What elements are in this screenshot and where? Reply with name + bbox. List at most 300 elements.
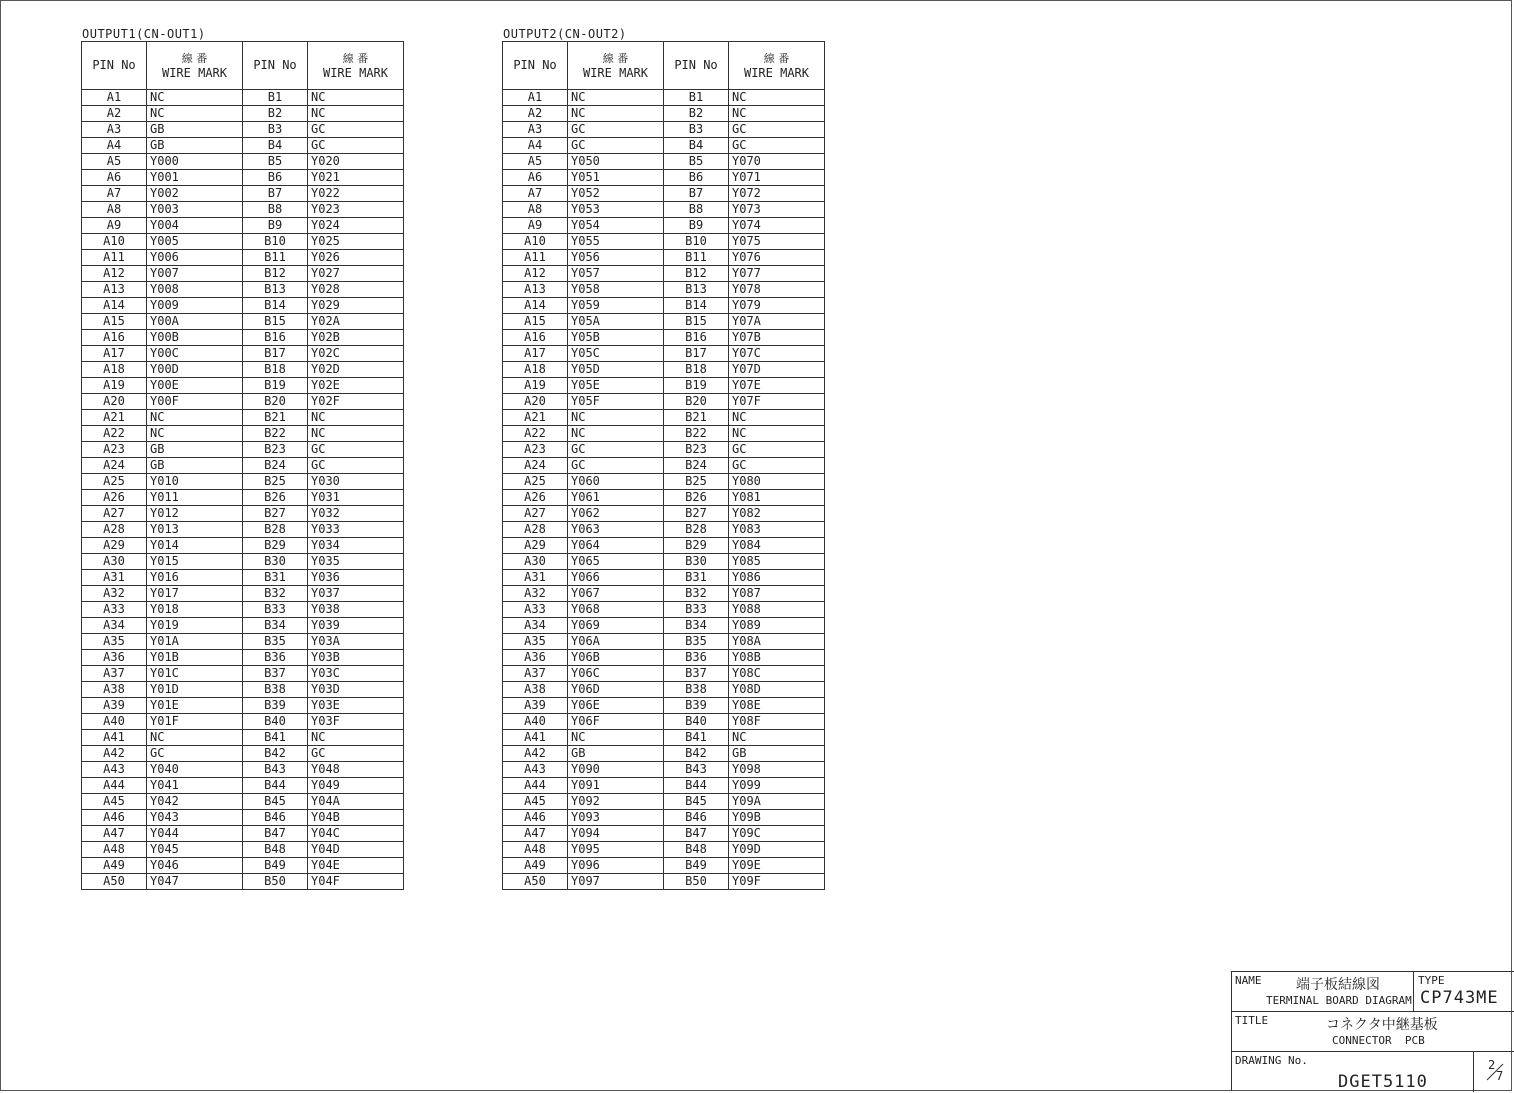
wire-mark-cell: Y024 [308,218,404,234]
table-row [82,314,404,330]
table-row [82,522,404,538]
wire-mark-cell: GB [147,122,243,138]
wire-mark-cell: Y067 [568,586,664,602]
wire-mark-cell: Y079 [729,298,825,314]
wire-mark-cell: Y059 [568,298,664,314]
wire-mark-cell: Y011 [147,490,243,506]
pin-cell: A11 [503,250,568,266]
pin-cell: A42 [503,746,568,762]
table-row [503,154,825,170]
wire-mark-cell: Y037 [308,586,404,602]
wire-mark-cell: GC [308,138,404,154]
pin-cell: B44 [243,778,308,794]
pin-cell: A21 [82,410,147,426]
wire-mark-cell: Y070 [729,154,825,170]
pin-cell: A31 [82,570,147,586]
title-cell [1232,1012,1514,1052]
wire-mark-cell: Y022 [308,186,404,202]
pin-cell: B33 [664,602,729,618]
table-row [82,698,404,714]
wire-mark-cell: Y002 [147,186,243,202]
pin-cell: A39 [503,698,568,714]
wire-mark-cell: Y04A [308,794,404,810]
pin-cell: B48 [243,842,308,858]
wire-mark-cell: Y043 [147,810,243,826]
drawing-cell [1232,1052,1474,1092]
wire-mark-cell: Y035 [308,554,404,570]
pin-cell: B15 [243,314,308,330]
pin-no-header: PIN No [82,42,147,90]
wire-mark-cell: Y03E [308,698,404,714]
pin-cell: A23 [82,442,147,458]
pin-cell: B22 [664,426,729,442]
wire-mark-cell: Y006 [147,250,243,266]
pin-cell: B17 [664,346,729,362]
pin-cell: A5 [503,154,568,170]
wire-mark-cell: Y08A [729,634,825,650]
table-row [503,122,825,138]
wire-mark-cell: NC [729,410,825,426]
pin-cell: A47 [82,826,147,842]
pin-cell: A36 [82,650,147,666]
wire-mark-cell: Y07B [729,330,825,346]
pin-cell: B18 [664,362,729,378]
pin-cell: B29 [243,538,308,554]
pin-cell: B15 [664,314,729,330]
pin-cell: B22 [243,426,308,442]
table-row [503,458,825,474]
pin-cell: A29 [503,538,568,554]
pin-cell: B21 [664,410,729,426]
pin-cell: B8 [243,202,308,218]
table-row [503,682,825,698]
pin-cell: B10 [243,234,308,250]
wire-mark-cell: NC [308,106,404,122]
wire-mark-cell: NC [147,90,243,106]
pin-cell: A15 [503,314,568,330]
name-label: NAME [1235,974,1262,987]
pin-cell: B12 [243,266,308,282]
wire-mark-cell: Y003 [147,202,243,218]
table-row [503,618,825,634]
wire-mark-cell: Y054 [568,218,664,234]
table-row [503,442,825,458]
wire-mark-cell: Y041 [147,778,243,794]
wire-mark-cell: Y062 [568,506,664,522]
table-row [82,138,404,154]
wire-mark-header [147,42,243,90]
wire-mark-cell: NC [729,106,825,122]
wire-mark-cell: Y042 [147,794,243,810]
wire-mark-cell: Y082 [729,506,825,522]
table-row [82,730,404,746]
table-row [82,650,404,666]
pin-no-header: PIN No [664,42,729,90]
wire-mark-cell: Y09F [729,874,825,890]
wire-mark-cell: Y061 [568,490,664,506]
pin-cell: A17 [82,346,147,362]
pin-cell: A21 [503,410,568,426]
pin-cell: B36 [243,650,308,666]
pin-cell: B11 [243,250,308,266]
table-row [503,314,825,330]
wire-mark-cell: Y07A [729,314,825,330]
wire-mark-cell: Y02A [308,314,404,330]
pin-cell: A46 [82,810,147,826]
table-row [503,170,825,186]
table-row [82,842,404,858]
wire-mark-cell: Y08D [729,682,825,698]
table-row [503,202,825,218]
pin-cell: A19 [503,378,568,394]
wire-mark-cell: Y078 [729,282,825,298]
wire-mark-cell: Y06B [568,650,664,666]
table-row [503,586,825,602]
table-row [82,298,404,314]
pin-cell: A40 [503,714,568,730]
wire-mark-cell: Y07E [729,378,825,394]
pin-cell: A48 [82,842,147,858]
table-row [503,874,825,890]
pin-cell: A46 [503,810,568,826]
table-row [503,346,825,362]
pin-cell: B25 [664,474,729,490]
pin-cell: A26 [82,490,147,506]
wire-mark-cell: Y065 [568,554,664,570]
pin-cell: B40 [664,714,729,730]
pin-cell: A13 [82,282,147,298]
pin-cell: A8 [503,202,568,218]
pin-cell: B41 [664,730,729,746]
wire-mark-cell: Y029 [308,298,404,314]
output1-title: OUTPUT1(CN-OUT1) [82,27,206,41]
wire-mark-cell: Y097 [568,874,664,890]
pin-cell: B49 [664,858,729,874]
table-row [503,746,825,762]
pin-cell: B1 [664,90,729,106]
pin-cell: B21 [243,410,308,426]
pin-cell: B14 [243,298,308,314]
wire-mark-cell: Y05A [568,314,664,330]
wire-mark-cell: Y09E [729,858,825,874]
pin-cell: B20 [243,394,308,410]
pin-cell: A43 [503,762,568,778]
wire-mark-cell: Y08E [729,698,825,714]
wire-mark-cell: Y086 [729,570,825,586]
pin-cell: B19 [243,378,308,394]
wire-mark-cell: Y096 [568,858,664,874]
pin-cell: B6 [243,170,308,186]
name-en: TERMINAL BOARD DIAGRAM [1266,994,1412,1007]
pin-cell: A45 [82,794,147,810]
wire-mark-cell: Y01E [147,698,243,714]
wire-mark-cell: Y04F [308,874,404,890]
pin-cell: A16 [503,330,568,346]
wire-mark-cell: NC [147,426,243,442]
pin-cell: A49 [82,858,147,874]
pin-cell: B47 [664,826,729,842]
wire-mark-cell: GB [568,746,664,762]
pin-cell: B50 [664,874,729,890]
drawing-label: DRAWING No. [1235,1054,1308,1067]
wire-mark-cell: GC [729,458,825,474]
table-row [503,538,825,554]
wire-mark-cell: Y06E [568,698,664,714]
pin-cell: A35 [82,634,147,650]
pin-cell: B11 [664,250,729,266]
wire-mark-cell: Y07D [729,362,825,378]
wire-mark-cell: Y080 [729,474,825,490]
pin-cell: A45 [503,794,568,810]
pin-cell: B50 [243,874,308,890]
wire-mark-cell: Y00A [147,314,243,330]
pin-cell: B37 [664,666,729,682]
pin-cell: B13 [243,282,308,298]
wire-mark-cell: Y030 [308,474,404,490]
table-row [82,458,404,474]
pin-cell: A7 [82,186,147,202]
table-row [503,490,825,506]
wire-mark-cell: Y040 [147,762,243,778]
table-row [503,330,825,346]
wire-mark-cell: Y056 [568,250,664,266]
pin-cell: B9 [664,218,729,234]
table-row [82,634,404,650]
pin-cell: B18 [243,362,308,378]
wire-mark-header-en: WIRE MARK [161,65,228,80]
table-row [82,410,404,426]
wire-mark-cell: GC [568,122,664,138]
wire-mark-cell: Y01C [147,666,243,682]
pin-cell: A19 [82,378,147,394]
wire-mark-cell: Y04E [308,858,404,874]
table-row [503,730,825,746]
table-row [82,538,404,554]
pin-cell: A38 [503,682,568,698]
pin-cell: A12 [503,266,568,282]
pin-cell: B24 [243,458,308,474]
table-row [503,570,825,586]
table-row [503,298,825,314]
wire-mark-cell: Y01D [147,682,243,698]
table-row [82,762,404,778]
table-row [82,874,404,890]
pin-cell: A4 [82,138,147,154]
pin-cell: A25 [503,474,568,490]
wire-mark-cell: NC [729,730,825,746]
pin-cell: B2 [664,106,729,122]
table-row [82,490,404,506]
pin-cell: B44 [664,778,729,794]
output1-pin-table [81,41,404,890]
pin-cell: A47 [503,826,568,842]
wire-mark-cell: Y09D [729,842,825,858]
wire-mark-cell: Y027 [308,266,404,282]
table-row [82,794,404,810]
wire-mark-cell: GC [729,122,825,138]
wire-mark-header [568,42,664,90]
wire-mark-cell: Y039 [308,618,404,634]
table-row [82,618,404,634]
pin-cell: B23 [243,442,308,458]
wire-mark-cell: Y00F [147,394,243,410]
wire-mark-cell: Y02C [308,346,404,362]
wire-mark-cell: Y089 [729,618,825,634]
wire-mark-header [308,42,404,90]
wire-mark-cell: Y091 [568,778,664,794]
pin-cell: B31 [243,570,308,586]
wire-mark-cell: NC [568,730,664,746]
pin-cell: B26 [243,490,308,506]
table-row [82,186,404,202]
wire-mark-cell: Y000 [147,154,243,170]
pin-cell: A8 [82,202,147,218]
pin-cell: B35 [243,634,308,650]
pin-cell: B4 [243,138,308,154]
wire-mark-cell: Y01F [147,714,243,730]
pin-cell: B27 [664,506,729,522]
wire-mark-cell: Y085 [729,554,825,570]
table-row [82,714,404,730]
sheet-number: 2 [1488,1058,1496,1072]
table-row [503,186,825,202]
wire-mark-cell: Y098 [729,762,825,778]
pin-cell: A42 [82,746,147,762]
pin-cell: A31 [503,570,568,586]
pin-cell: B36 [664,650,729,666]
pin-cell: B45 [243,794,308,810]
pin-cell: B42 [243,746,308,762]
pin-cell: B26 [664,490,729,506]
wire-mark-cell: Y066 [568,570,664,586]
pin-cell: B38 [664,682,729,698]
pin-cell: A20 [503,394,568,410]
table-row [82,554,404,570]
wire-mark-cell: Y047 [147,874,243,890]
wire-mark-cell: Y00D [147,362,243,378]
table-row [82,218,404,234]
pin-cell: B25 [243,474,308,490]
pin-cell: B7 [243,186,308,202]
pin-cell: B5 [243,154,308,170]
wire-mark-cell: Y08C [729,666,825,682]
wire-mark-cell: Y099 [729,778,825,794]
table-row [503,218,825,234]
wire-mark-cell: Y092 [568,794,664,810]
pin-cell: A25 [82,474,147,490]
wire-mark-cell: Y048 [308,762,404,778]
wire-mark-cell: Y09B [729,810,825,826]
wire-mark-cell: Y036 [308,570,404,586]
wire-mark-cell: Y01B [147,650,243,666]
wire-mark-cell: NC [147,410,243,426]
wire-mark-cell: Y076 [729,250,825,266]
wire-mark-cell: Y028 [308,282,404,298]
table-row [82,362,404,378]
pin-cell: A12 [82,266,147,282]
table-row [82,746,404,762]
pin-cell: B16 [664,330,729,346]
wire-mark-cell: GB [147,442,243,458]
pin-cell: A11 [82,250,147,266]
table-row [82,602,404,618]
wire-mark-header-en: WIRE MARK [582,65,649,80]
wire-mark-cell: Y068 [568,602,664,618]
wire-mark-cell: Y046 [147,858,243,874]
pin-cell: A40 [82,714,147,730]
wire-mark-cell: Y008 [147,282,243,298]
pin-cell: B4 [664,138,729,154]
wire-mark-cell: Y014 [147,538,243,554]
wire-mark-cell: Y060 [568,474,664,490]
pin-cell: A43 [82,762,147,778]
pin-cell: A34 [503,618,568,634]
wire-mark-cell: NC [729,90,825,106]
wire-mark-header-jp: 線 番 [602,51,629,65]
wire-mark-cell: Y03A [308,634,404,650]
wire-mark-cell: Y07F [729,394,825,410]
pin-cell: B30 [664,554,729,570]
title-label: TITLE [1235,1014,1269,1027]
pin-cell: A18 [82,362,147,378]
table-row [82,90,404,106]
pin-cell: A9 [82,218,147,234]
pin-cell: B39 [243,698,308,714]
pin-cell: A41 [82,730,147,746]
table-row [82,282,404,298]
pin-cell: A41 [503,730,568,746]
pin-cell: B29 [664,538,729,554]
table-row [82,426,404,442]
wire-mark-header-jp: 線 番 [181,51,208,65]
wire-mark-header [729,42,825,90]
wire-mark-cell: NC [568,410,664,426]
wire-mark-cell: Y09C [729,826,825,842]
pin-cell: A20 [82,394,147,410]
table-row [503,826,825,842]
wire-mark-cell: Y012 [147,506,243,522]
pin-cell: B30 [243,554,308,570]
wire-mark-cell: NC [729,426,825,442]
wire-mark-cell: Y044 [147,826,243,842]
pin-cell: A13 [503,282,568,298]
pin-cell: B1 [243,90,308,106]
pin-cell: B43 [664,762,729,778]
wire-mark-cell: Y019 [147,618,243,634]
table-row [503,842,825,858]
wire-mark-cell: Y04C [308,826,404,842]
pin-cell: A10 [503,234,568,250]
table-row [503,266,825,282]
wire-mark-cell: Y075 [729,234,825,250]
pin-cell: B41 [243,730,308,746]
pin-cell: A1 [503,90,568,106]
wire-mark-cell: Y095 [568,842,664,858]
table-row [82,250,404,266]
pin-cell: A29 [82,538,147,554]
wire-mark-cell: Y05D [568,362,664,378]
wire-mark-cell: Y057 [568,266,664,282]
table-row [503,394,825,410]
table-row [503,634,825,650]
wire-mark-cell: Y071 [729,170,825,186]
wire-mark-cell: Y025 [308,234,404,250]
table-row [503,426,825,442]
table-row [82,170,404,186]
wire-mark-cell: Y033 [308,522,404,538]
table-row [82,778,404,794]
pin-cell: A48 [503,842,568,858]
